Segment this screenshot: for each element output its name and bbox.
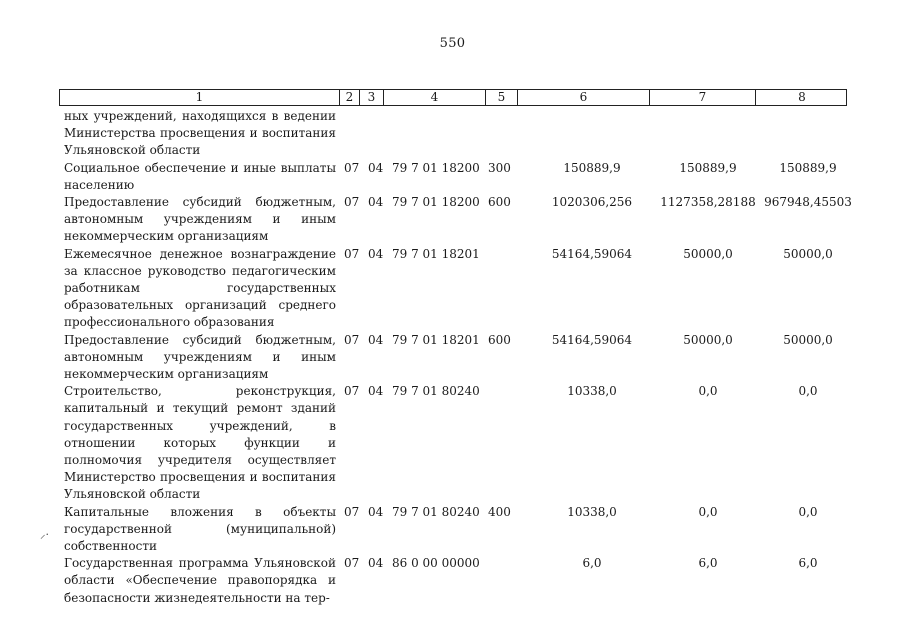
row-section: 07 [344,160,360,175]
row-value-3: 6,0 [798,556,818,571]
header-col-4: 4 [384,90,486,105]
table-row [64,194,852,246]
row-value-2: 150889,9 [679,160,737,175]
row-subsection: 04 [368,556,384,571]
row-value-3: 0,0 [798,384,818,399]
row-value-3: 150889,9 [779,160,837,175]
header-col-2: 2 [340,90,360,105]
row-value-1: 6,0 [582,556,602,571]
page-number: 550 [439,36,466,51]
row-name: Предоставление субсидий бюджетным, автономным учреждениям и иным некоммерческим организациям [64,332,336,382]
row-value-2: 6,0 [698,556,718,571]
table-row [64,108,844,160]
row-value-1: 10338,0 [567,384,617,399]
row-target-code: 79 7 01 80240 [392,384,480,399]
row-value-2: 0,0 [698,384,718,399]
row-value-2: 0,0 [698,504,718,519]
row-value-1: 54164,59064 [551,332,633,347]
row-subsection: 04 [368,332,384,347]
row-value-1: 54164,59064 [551,246,633,261]
row-name: Ежемесячное денежное вознаграждение за классное руководство педагогическим работникам государственных образовательных организаций среднего профессионального образования [64,246,336,330]
header-col-6: 6 [518,90,650,105]
row-value-2: 1127358,28188 [660,195,756,210]
row-value-3: 50000,0 [783,246,833,261]
row-subsection: 04 [368,160,384,175]
row-expense-type: 300 [488,160,511,175]
row-name: ных учреждений, находящихся в ведении Министерства просвещения и воспитания Ульяновской области [64,109,336,158]
row-section: 07 [344,556,360,571]
row-expense-type: 600 [488,195,511,210]
margin-mark: ⸝· [40,528,49,541]
table-row [64,246,844,332]
row-value-3: 50000,0 [783,332,833,347]
table-row [64,504,844,556]
row-target-code: 79 7 01 18201 [392,246,480,261]
row-subsection: 04 [368,246,384,261]
row-section: 07 [344,195,360,210]
row-subsection: 04 [368,384,384,399]
row-section: 07 [344,384,360,399]
header-col-3: 3 [360,90,384,105]
row-value-2: 50000,0 [683,246,733,261]
table-header [59,89,847,106]
row-name: Предоставление субсидий бюджетным, автономным учреждениям и иным некоммерческим организациям [64,195,336,244]
row-expense-type: 600 [488,332,511,347]
row-section: 07 [344,332,360,347]
row-section: 07 [344,504,360,519]
table-row [64,332,844,384]
row-subsection: 04 [368,195,384,210]
row-value-3: 967948,45503 [764,195,852,210]
row-name: Капитальные вложения в объекты государственной (муниципальной) собственности [64,504,336,554]
table-row [64,555,844,607]
row-value-3: 0,0 [798,504,818,519]
row-target-code: 79 7 01 80240 [392,504,480,519]
header-col-8: 8 [798,90,806,104]
row-target-code: 79 7 01 18200 [392,160,480,175]
row-target-code: 79 7 01 18200 [392,195,480,210]
budget-table-body [64,108,852,607]
row-name: Социальное обеспечение и иные выплаты населению [64,160,336,192]
row-value-1: 1020306,256 [551,195,633,210]
row-subsection: 04 [368,504,384,519]
header-col-1: 1 [60,90,340,105]
header-col-7: 7 [650,90,756,105]
row-name: Государственная программа Ульяновской области «Обеспечение правопорядка и безопасности жизнедеятельности на тер- [64,556,336,605]
header-col-5: 5 [486,90,518,105]
row-expense-type: 400 [488,504,511,519]
row-section: 07 [344,246,360,261]
row-target-code: 86 0 00 00000 [392,556,480,571]
table-row [64,383,844,503]
row-name: Строительство, реконструкция, капитальный и текущий ремонт зданий государственных учреждений, в отношении которых функции и полномочия учредителя осуществляет Министерство просвещения и воспитания Ульяновской области [64,384,336,502]
row-value-1: 10338,0 [567,504,617,519]
row-value-1: 150889,9 [563,160,621,175]
row-value-2: 50000,0 [683,332,733,347]
table-row [64,160,844,194]
row-target-code: 79 7 01 18201 [392,332,480,347]
